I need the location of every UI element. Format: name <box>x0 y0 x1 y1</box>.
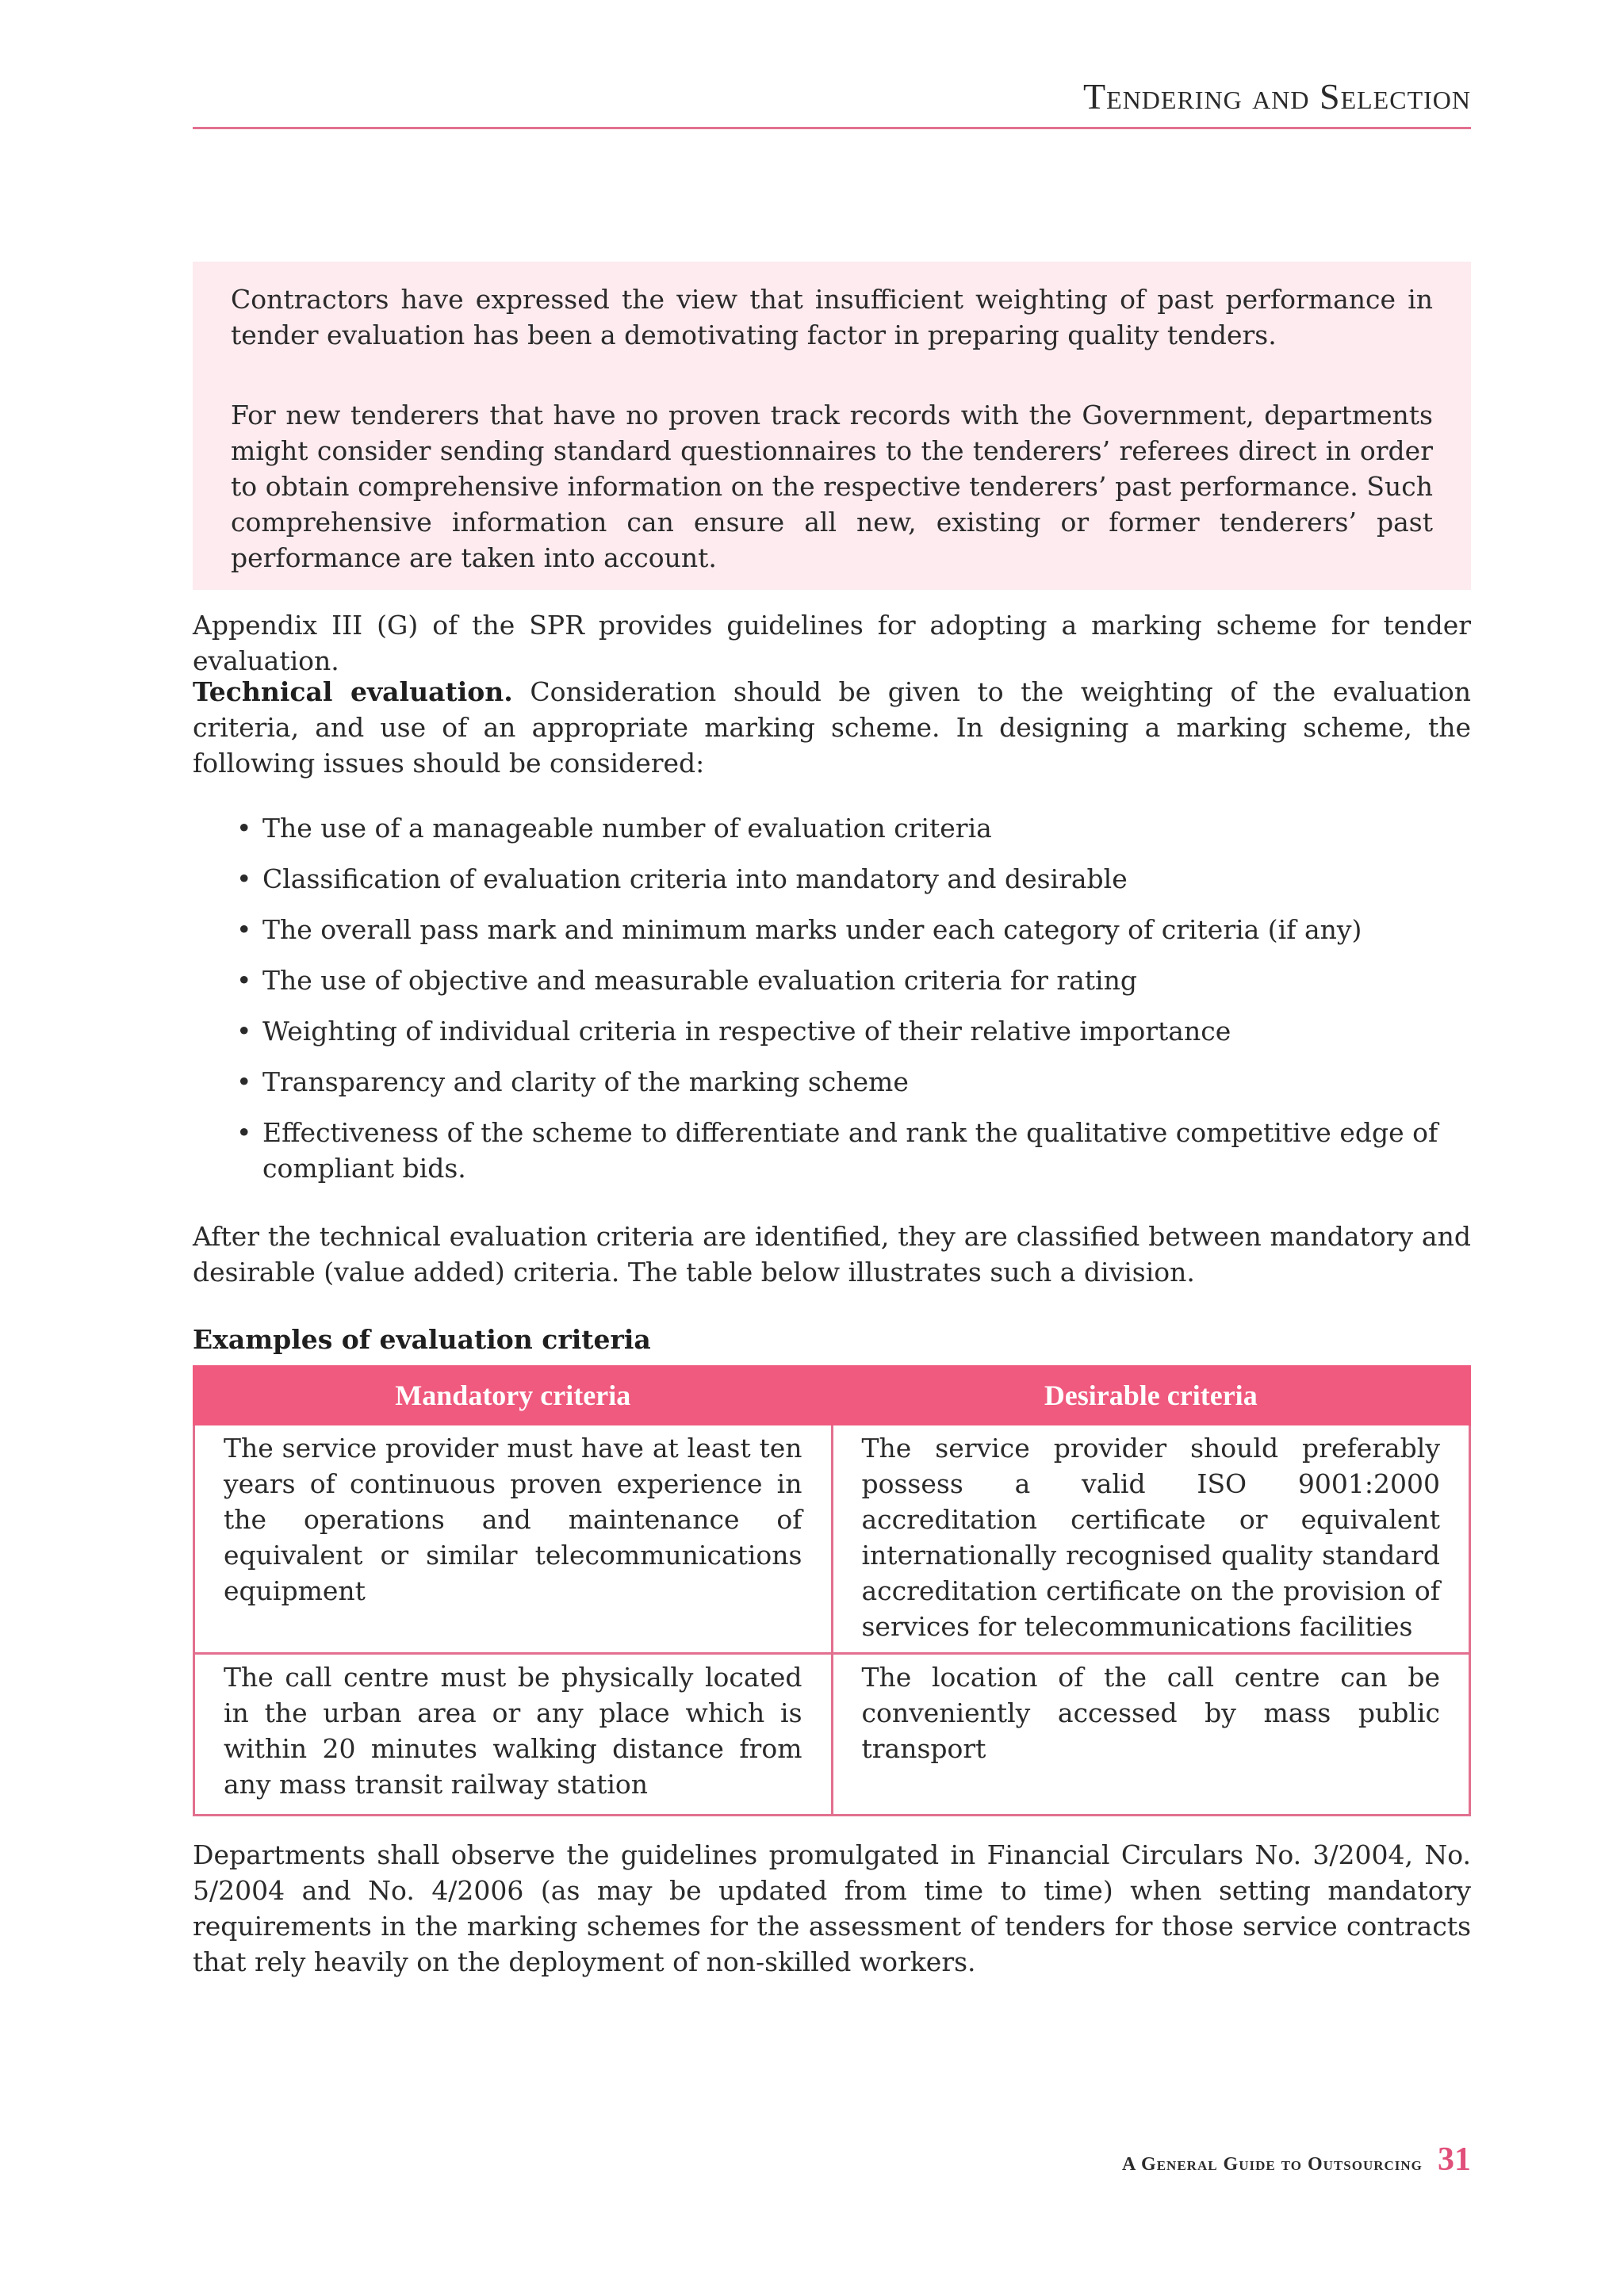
list-item: • Transparency and clarity of the marking scheme <box>193 1064 1471 1100</box>
header-rule <box>193 127 1471 129</box>
footer-title: A General Guide to Outsourcing <box>1122 2154 1423 2175</box>
bullet-icon: • <box>236 1117 252 1148</box>
bullet-icon: • <box>236 863 252 894</box>
technical-evaluation-heading: Technical evaluation. <box>193 676 513 707</box>
evaluation-criteria-table <box>193 1365 1471 1816</box>
bullet-icon: • <box>236 965 252 996</box>
marking-scheme-issues-list <box>193 810 1471 1201</box>
bullet-icon: • <box>236 1066 252 1097</box>
page-number: 31 <box>1438 2141 1471 2178</box>
callout-box <box>193 262 1471 590</box>
page-footer <box>952 2141 1471 2179</box>
header-mandatory-criteria: Mandatory criteria <box>194 1367 833 1425</box>
bullet-icon: • <box>236 1016 252 1047</box>
table-row <box>194 1654 1470 1816</box>
list-item: • Weighting of individual criteria in respective of their relative importance <box>193 1013 1471 1049</box>
after-criteria-paragraph: After the technical evaluation criteria are identified, they are classified between mandatory and desirable (value added) criteria. The table below illustrates such a division. <box>193 1221 1471 1288</box>
appendix-paragraph: Appendix III (G) of the SPR provides guidelines for adopting a marking scheme for tender evaluation. <box>193 610 1471 676</box>
bullet-icon: • <box>236 914 252 945</box>
callout-paragraph-2: For new tenderers that have no proven track records with the Government, departments might consider sending standard questionnaires to the tenderers’ referees direct in order to obtain comprehensive information on the respective tenderers’ past performance. Such comprehensive information can ensure all new, existing or former tenderers’ past performance are taken into account. <box>231 400 1433 573</box>
list-item: • Effectiveness of the scheme to differentiate and rank the qualitative competitive edge of compliant bids. <box>193 1115 1471 1186</box>
mandatory-cell: The service provider must have at least ten years of continuous proven experience in the operations and maintenance of equivalent or similar telecommunications equipment <box>194 1425 833 1654</box>
mandatory-cell: The call centre must be physically located in the urban area or any place which is within 20 minutes walking distance from any mass transit railway station <box>194 1654 833 1816</box>
technical-evaluation-paragraph <box>193 674 1471 781</box>
callout-paragraph-1: Contractors have expressed the view that insufficient weighting of past performance in tender evaluation has been a demotivating factor in preparing quality tenders. <box>231 284 1433 350</box>
table-title: Examples of evaluation criteria <box>193 1324 651 1355</box>
bullet-icon: • <box>236 813 252 844</box>
desirable-cell: The location of the call centre can be conveniently accessed by mass public transport <box>832 1654 1470 1816</box>
table-row <box>194 1425 1470 1654</box>
header-desirable-criteria: Desirable criteria <box>832 1367 1470 1425</box>
list-item: • The use of a manageable number of evaluation criteria <box>193 810 1471 846</box>
technical-evaluation-text: Consideration should be given to the weighting of the evaluation criteria, and use of an appropriate marking scheme. In designing a marking scheme, the following issues should be considered: <box>193 676 1471 779</box>
list-item: • The use of objective and measurable evaluation criteria for rating <box>193 962 1471 998</box>
closing-paragraph: Departments shall observe the guidelines promulgated in Financial Circulars No. 3/2004, No. 5/2004 and No. 4/2006 (as may be updated from time to time) when setting mandatory requirements in the marking schemes for the assessment of tenders for those service contracts that rely heavily on the deployment of non-skilled workers. <box>193 1839 1471 1977</box>
running-header: Tendering and Selection <box>1083 76 1471 117</box>
desirable-cell: The service provider should preferably possess a valid ISO 9001:2000 accreditation certificate or equivalent internationally recognised quality standard accreditation certificate on the provision of services for telecommunications facilities <box>832 1425 1470 1654</box>
list-item: • Classification of evaluation criteria into mandatory and desirable <box>193 861 1471 897</box>
list-item: • The overall pass mark and minimum marks under each category of criteria (if any) <box>193 912 1471 947</box>
